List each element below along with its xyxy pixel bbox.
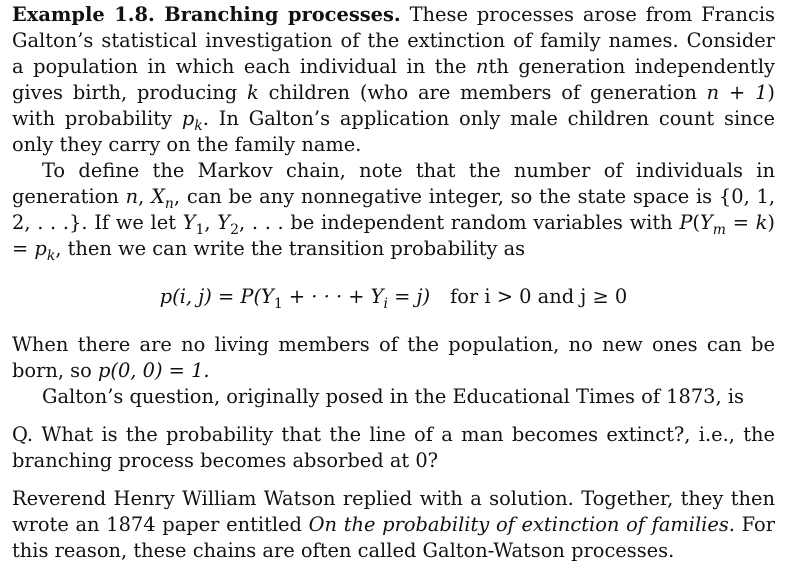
galton-question-intro: Galton’s question, originally posed in the Educational Times of 1873, is bbox=[42, 385, 745, 408]
markov-text-g: = bbox=[726, 211, 756, 234]
var-n: n bbox=[476, 55, 489, 78]
var-p: p bbox=[181, 107, 195, 130]
markov-text-a: To define the Markov chain, note that the number of individuals in generation bbox=[12, 159, 775, 208]
markov-text-c: , can be any nonnegative integer, so the state space is {0, 1, 2, . . .}. If we let bbox=[12, 185, 776, 234]
var-n: n bbox=[125, 185, 139, 208]
var-Y1: Y bbox=[182, 211, 196, 234]
watson-text-a: Reverend Henry William Watson replied with a solution. Together, they then wrote an 1874 paper entitled bbox=[12, 487, 775, 536]
var-Y2-sub: 2 bbox=[230, 221, 239, 238]
equation-sub-1: 1 bbox=[273, 295, 283, 312]
markov-text-b: , bbox=[138, 185, 152, 208]
equation-mid: + · · · + Y bbox=[282, 285, 384, 308]
no-members-math: p(0, 0) = 1. bbox=[97, 359, 210, 382]
equation-condition: for i > 0 and j ≥ 0 bbox=[450, 285, 628, 308]
markov-text-h: ) = bbox=[12, 211, 775, 260]
var-n-plus-one: n + 1 bbox=[706, 81, 768, 104]
transition-equation bbox=[12, 284, 775, 310]
var-pk-sub: k bbox=[46, 247, 56, 264]
var-P: P bbox=[679, 211, 693, 234]
markov-text-f: ( bbox=[692, 211, 700, 234]
example-heading: Example 1.8. Branching processes. bbox=[12, 3, 401, 26]
no-members-paragraph bbox=[12, 332, 775, 384]
no-members-text: When there are no living members of the population, no new ones can be born, so bbox=[12, 333, 775, 382]
var-X-sub: n bbox=[164, 195, 174, 212]
example-text-d: ) with probability bbox=[12, 81, 775, 130]
markov-text-d: , bbox=[204, 211, 218, 234]
equation-rhs: = j) bbox=[387, 285, 431, 308]
example-paragraph bbox=[12, 2, 775, 158]
var-k: k bbox=[247, 81, 259, 104]
var-Ym-sub: m bbox=[712, 221, 727, 238]
var-Y1-sub: 1 bbox=[195, 221, 205, 238]
equation-lhs: p(i, j) = P(Y bbox=[159, 285, 274, 308]
watson-paragraph bbox=[12, 486, 775, 564]
watson-text-b: . For this reason, these chains are often called Galton-Watson processes. bbox=[12, 513, 775, 562]
markov-text-e: , . . . be independent random variables with bbox=[238, 211, 680, 234]
markov-paragraph bbox=[12, 158, 775, 262]
example-text-e: . In Galton’s application only male children count since only they carry on the family name. bbox=[12, 107, 775, 156]
var-Y2: Y bbox=[217, 211, 231, 234]
question-paragraph: Q. What is the probability that the line of a man becomes extinct?, i.e., the branching process becomes absorbed at 0? bbox=[12, 423, 775, 472]
example-text-a: These processes arose from Francis Galton’s statistical investigation of the extinction of family names. Consider a population in which each individual in the bbox=[12, 3, 775, 78]
paper-title: On the probability of extinction of families bbox=[308, 513, 729, 536]
var-k: k bbox=[755, 211, 768, 234]
example-text-c: children (who are members of generation bbox=[258, 81, 707, 104]
var-X: X bbox=[151, 185, 165, 208]
var-p-sub: k bbox=[194, 117, 203, 134]
var-pk: p bbox=[34, 237, 47, 260]
markov-text-i: , then we can write the transition probability as bbox=[55, 237, 526, 260]
equation-sub-i: i bbox=[383, 295, 388, 312]
var-Ym: Y bbox=[699, 211, 713, 234]
example-text-b: th generation independently gives birth, producing bbox=[12, 55, 775, 104]
